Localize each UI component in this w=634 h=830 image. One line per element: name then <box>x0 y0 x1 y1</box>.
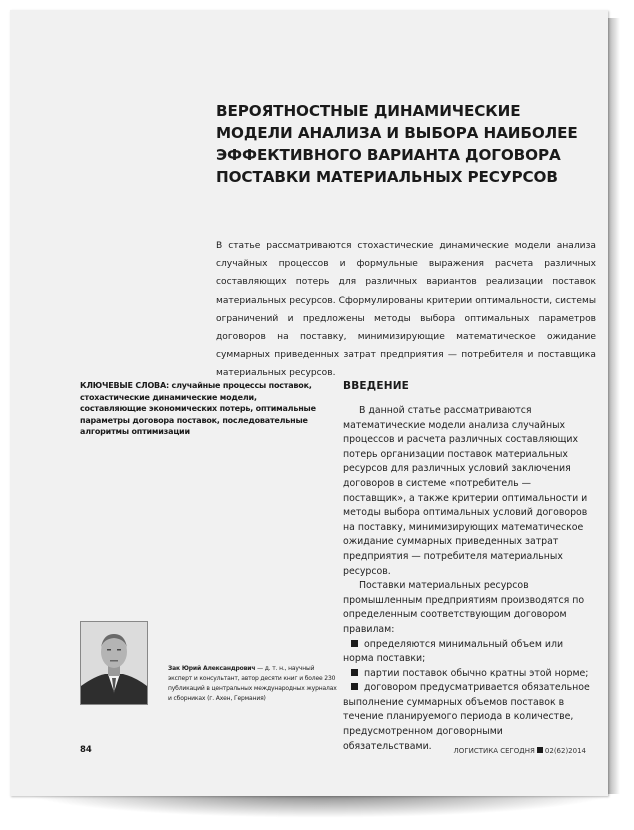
author-portrait-icon <box>81 622 147 704</box>
intro-heading: ВВЕДЕНИЕ <box>343 380 410 392</box>
bullet-text: определяются минимальный объем или норма поставки; <box>343 638 564 665</box>
journal-footer <box>454 747 586 755</box>
bullet-square-icon <box>351 669 358 676</box>
intro-body <box>343 404 593 754</box>
bullet-item <box>343 667 593 682</box>
title-line: ПОСТАВКИ МАТЕРИАЛЬНЫХ РЕСУРСОВ <box>216 168 558 186</box>
bullet-item <box>343 681 593 754</box>
bullet-item <box>343 638 593 667</box>
article-title <box>216 100 586 188</box>
author-info <box>168 664 338 704</box>
journal-issue: 02(62)2014 <box>544 747 586 755</box>
bullet-text: партии поставок обычно кратны этой норме; <box>364 667 589 679</box>
page-shadow-right <box>606 18 620 794</box>
page-number: 84 <box>80 745 92 755</box>
journal-page <box>10 10 608 796</box>
journal-name: ЛОГИСТИКА СЕГОДНЯ <box>453 747 535 755</box>
title-line: МОДЕЛИ АНАЛИЗА И ВЫБОРА НАИБОЛЕЕ <box>216 124 578 142</box>
author-name: Зак Юрий Александрович <box>168 665 256 672</box>
author-photo <box>80 621 148 705</box>
bullet-square-icon <box>351 640 358 647</box>
keywords: КЛЮЧЕВЫЕ СЛОВА: случайные процессы поставок, стохастические динамические модели, составляющие экономических потерь, оптимальные параметры договора поставок, последовательные алгоритмы оптимизации <box>80 381 316 436</box>
title-line: ЭФФЕКТИВНОГО ВАРИАНТА ДОГОВОРА <box>216 146 561 164</box>
bullet-square-icon <box>351 683 358 690</box>
separator-square-icon <box>537 747 543 753</box>
title-line: ВЕРОЯТНОСТНЫЕ ДИНАМИЧЕСКИЕ <box>216 102 521 120</box>
bullet-text: договором предусматривается обязательное выполнение суммарных объемов поставок в течение планируемого периода в количестве, предусмотренном договорными обязательствами. <box>343 682 590 752</box>
intro-paragraph: Поставки материальных ресурсов промышленным предприятиям производятся по определенным соответствующим договором правилам: <box>343 580 585 635</box>
author-bio: — д. т. н., научный эксперт и консультант, автор десяти книг и более 230 публикаций в центральных международных журналах и сборниках (г. Ахен, Германия) <box>168 665 337 702</box>
intro-paragraph: В данной статье рассматриваются математические модели анализа случайных процессов и расчета различных составляющих потерь организации поставок материальных ресурсов для различных условий заключения договоров в системе «потребитель — поставщик», а также критерии оптимальности и методы выбора оптимальных условий договоров на поставку, минимизирующих математическое ожидание суммарных приведенных затрат предприятия — потребителя материальных ресурсов. <box>343 405 588 577</box>
abstract: В статье рассматриваются стохастические динамические модели анализа случайных процессов и формульные выражения расчета различных составляющих потерь для различных вариантов реализации поставок материальных ресурсов. Сформулированы критерии оптимальности, системы ограничений и предложены методы выбора оптимальных параметров договоров на поставку, минимизирующие математическое ожидание суммарных приведенных затрат предприятия — потребителя и поставщика материальных ресурсов. <box>216 241 596 379</box>
